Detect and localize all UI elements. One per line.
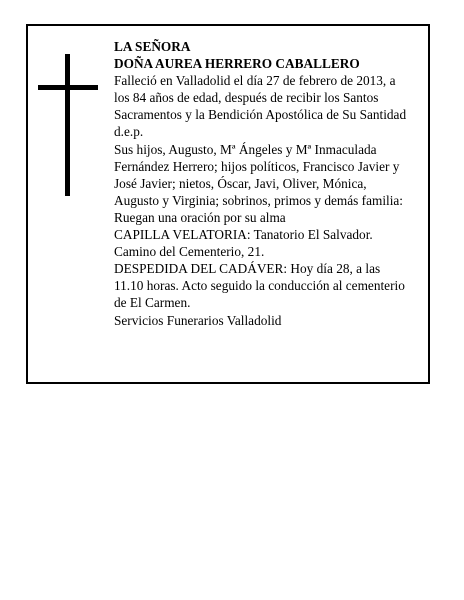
rest-in-peace-line: d.e.p. (114, 124, 144, 140)
cross-horizontal-bar (38, 85, 98, 90)
funeral-details-line: de El Carmen. (114, 295, 191, 311)
death-announcement-line: Falleció en Valladolid el día 27 de febrero de 2013, a (114, 73, 396, 89)
death-announcement-line: Sacramentos y la Bendición Apostólica de Su Santidad (114, 107, 407, 123)
death-announcement-line: los 84 años de edad, después de recibir los Santos (114, 90, 379, 106)
obituary-text (114, 38, 419, 329)
funeral-service-provider: Servicios Funerarios Valladolid (114, 312, 282, 328)
cross-vertical-bar (65, 54, 70, 196)
funeral-details-line: 11.10 horas. Acto seguido la conducción al cementerio (114, 278, 405, 294)
family-line: Fernández Herrero; hijos políticos, Francisco Javier y (114, 158, 400, 174)
notice-heading: LA SEÑORA (114, 39, 191, 54)
deceased-name: DOÑA AUREA HERRERO CABALLERO (114, 56, 360, 72)
prayer-request-line: Ruegan una oración por su alma (114, 209, 286, 225)
wake-location-line: CAPILLA VELATORIA: Tanatorio El Salvador. (114, 227, 373, 243)
wake-address-line: Camino del Cementerio, 21. (114, 244, 265, 260)
family-line: José Javier; nietos, Óscar, Javi, Oliver, Mónica, (114, 175, 367, 191)
family-line: Augusto y Virginia; sobrinos, primos y demás familia: (114, 192, 404, 208)
latin-cross-icon (38, 54, 98, 196)
family-line: Sus hijos, Augusto, Mª Ángeles y Mª Inmaculada (114, 141, 377, 157)
funeral-details-line: DESPEDIDA DEL CADÁVER: Hoy día 28, a las (114, 261, 381, 277)
